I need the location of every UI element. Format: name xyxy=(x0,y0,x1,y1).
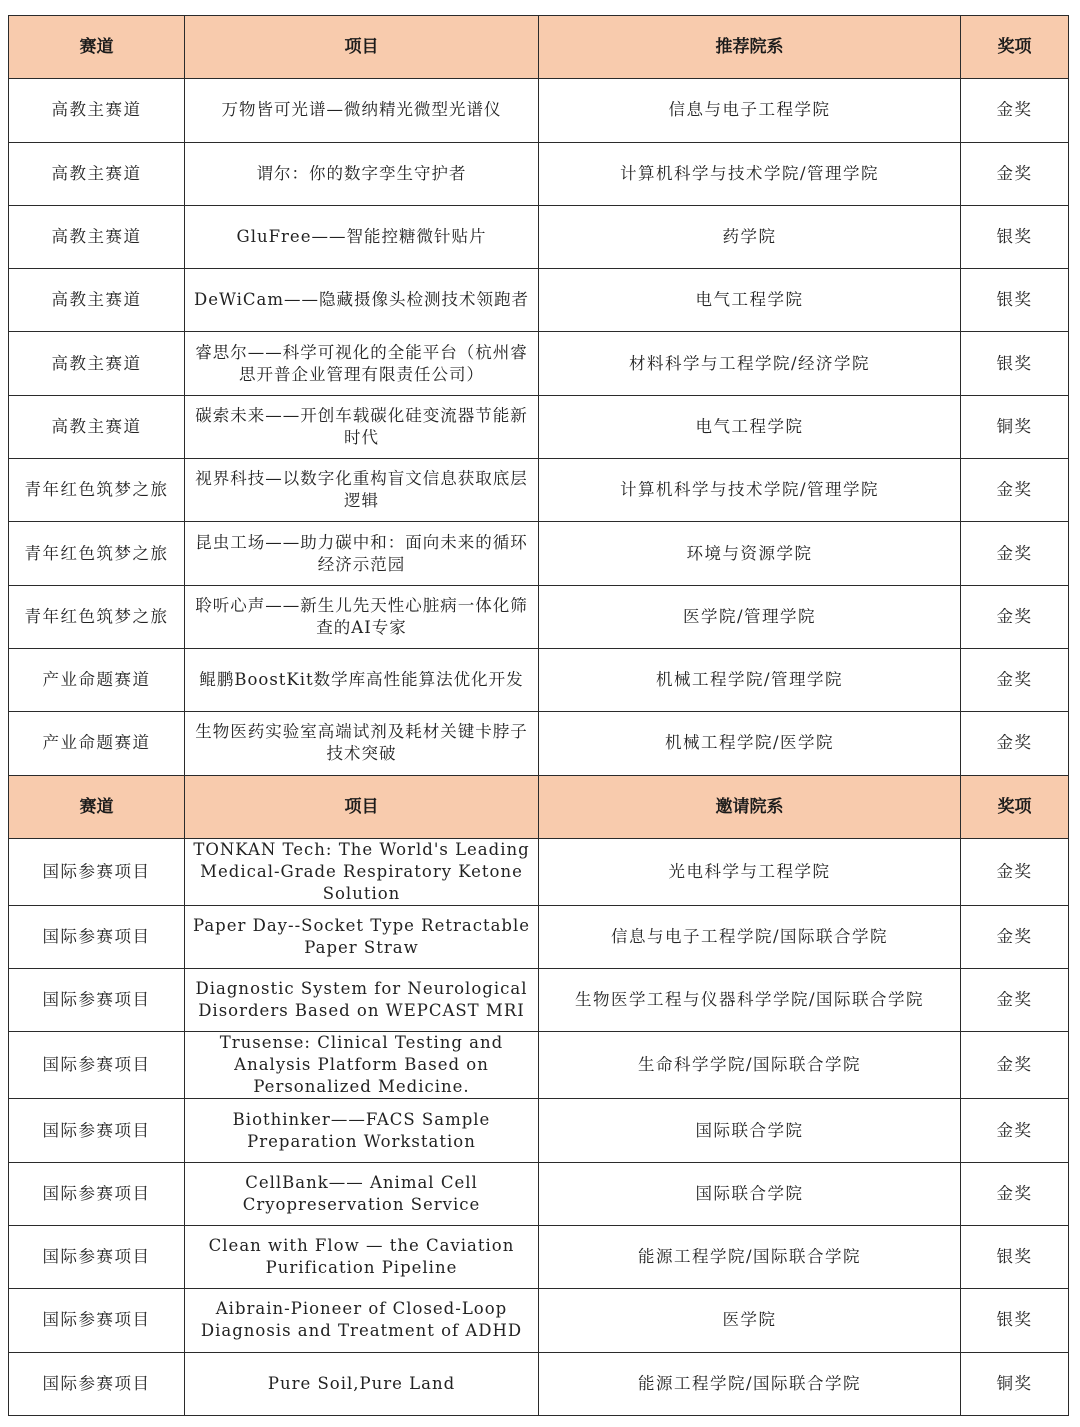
project-cell: 视界科技—以数字化重构盲文信息获取底层逻辑 xyxy=(185,459,539,522)
header-project: 项目 xyxy=(185,16,539,79)
college-cell: 信息与电子工程学院/国际联合学院 xyxy=(539,905,961,968)
award-cell: 金奖 xyxy=(961,1099,1069,1162)
award-cell: 金奖 xyxy=(961,838,1069,905)
table-row xyxy=(9,712,1069,775)
track-cell: 青年红色筑梦之旅 xyxy=(9,585,185,648)
table-row xyxy=(9,142,1069,205)
project-cell: Diagnostic System for Neurological Disorders Based on WEPCAST MRI xyxy=(185,969,539,1032)
track-cell: 国际参赛项目 xyxy=(9,1289,185,1352)
award-cell: 铜奖 xyxy=(961,395,1069,458)
track-cell: 高教主赛道 xyxy=(9,142,185,205)
award-cell: 金奖 xyxy=(961,459,1069,522)
college-cell: 环境与资源学院 xyxy=(539,522,961,585)
award-cell: 银奖 xyxy=(961,269,1069,332)
project-cell: 聆听心声——新生儿先天性心脏病一体化筛查的AI专家 xyxy=(185,585,539,648)
college-cell: 光电科学与工程学院 xyxy=(539,838,961,905)
track-cell: 青年红色筑梦之旅 xyxy=(9,522,185,585)
award-cell: 银奖 xyxy=(961,332,1069,395)
award-cell: 金奖 xyxy=(961,905,1069,968)
project-cell: CellBank—— Animal Cell Cryopreservation Service xyxy=(185,1162,539,1225)
track-cell: 高教主赛道 xyxy=(9,205,185,268)
track-cell: 国际参赛项目 xyxy=(9,1352,185,1415)
award-cell: 银奖 xyxy=(961,1226,1069,1289)
table-row xyxy=(9,1162,1069,1225)
college-cell: 生物医学工程与仪器科学学院/国际联合学院 xyxy=(539,969,961,1032)
project-cell: Trusense: Clinical Testing and Analysis Platform Based on Personalized Medicine. xyxy=(185,1032,539,1099)
track-cell: 国际参赛项目 xyxy=(9,969,185,1032)
track-cell: 国际参赛项目 xyxy=(9,1032,185,1099)
table-row xyxy=(9,1289,1069,1352)
project-cell: TONKAN Tech: The World's Leading Medical-Grade Respiratory Ketone Solution xyxy=(185,838,539,905)
header-project: 项目 xyxy=(185,775,539,838)
college-cell: 机械工程学院/管理学院 xyxy=(539,648,961,711)
header-track: 赛道 xyxy=(9,775,185,838)
project-cell: Clean with Flow — the Caviation Purification Pipeline xyxy=(185,1226,539,1289)
track-cell: 高教主赛道 xyxy=(9,332,185,395)
table-body xyxy=(9,16,1069,1416)
table-row xyxy=(9,79,1069,142)
table-row xyxy=(9,205,1069,268)
award-cell: 金奖 xyxy=(961,648,1069,711)
table-row xyxy=(9,585,1069,648)
award-cell: 金奖 xyxy=(961,585,1069,648)
header-row-domestic xyxy=(9,16,1069,79)
table-row xyxy=(9,395,1069,458)
table-row xyxy=(9,1352,1069,1415)
project-cell: Biothinker——FACS Sample Preparation Workstation xyxy=(185,1099,539,1162)
award-cell: 金奖 xyxy=(961,79,1069,142)
award-cell: 金奖 xyxy=(961,1162,1069,1225)
college-cell: 能源工程学院/国际联合学院 xyxy=(539,1226,961,1289)
track-cell: 青年红色筑梦之旅 xyxy=(9,459,185,522)
project-cell: 碳索未来——开创车载碳化硅变流器节能新时代 xyxy=(185,395,539,458)
college-cell: 医学院 xyxy=(539,1289,961,1352)
track-cell: 国际参赛项目 xyxy=(9,1162,185,1225)
track-cell: 国际参赛项目 xyxy=(9,1226,185,1289)
college-cell: 能源工程学院/国际联合学院 xyxy=(539,1352,961,1415)
table-row xyxy=(9,648,1069,711)
award-cell: 铜奖 xyxy=(961,1352,1069,1415)
project-cell: DeWiCam——隐藏摄像头检测技术领跑者 xyxy=(185,269,539,332)
table-row xyxy=(9,1226,1069,1289)
college-cell: 医学院/管理学院 xyxy=(539,585,961,648)
college-cell: 药学院 xyxy=(539,205,961,268)
table-row xyxy=(9,522,1069,585)
header-award: 奖项 xyxy=(961,16,1069,79)
award-cell: 金奖 xyxy=(961,522,1069,585)
table-row xyxy=(9,1099,1069,1162)
project-cell: 万物皆可光谱—微纳精光微型光谱仪 xyxy=(185,79,539,142)
header-track: 赛道 xyxy=(9,16,185,79)
track-cell: 高教主赛道 xyxy=(9,269,185,332)
college-cell: 信息与电子工程学院 xyxy=(539,79,961,142)
awards-table xyxy=(8,15,1069,1416)
award-cell: 银奖 xyxy=(961,1289,1069,1352)
project-cell: 鲲鹏BoostKit数学库高性能算法优化开发 xyxy=(185,648,539,711)
table-row xyxy=(9,838,1069,905)
college-cell: 国际联合学院 xyxy=(539,1162,961,1225)
project-cell: Pure Soil,Pure Land xyxy=(185,1352,539,1415)
college-cell: 生命科学学院/国际联合学院 xyxy=(539,1032,961,1099)
college-cell: 计算机科学与技术学院/管理学院 xyxy=(539,459,961,522)
project-cell: GluFree——智能控糖微针贴片 xyxy=(185,205,539,268)
table-row xyxy=(9,332,1069,395)
track-cell: 高教主赛道 xyxy=(9,79,185,142)
table-row xyxy=(9,969,1069,1032)
track-cell: 国际参赛项目 xyxy=(9,1099,185,1162)
header-row-international xyxy=(9,775,1069,838)
award-cell: 金奖 xyxy=(961,712,1069,775)
project-cell: 睿思尔——科学可视化的全能平台（杭州睿思开普企业管理有限责任公司） xyxy=(185,332,539,395)
header-college: 推荐院系 xyxy=(539,16,961,79)
table-row xyxy=(9,269,1069,332)
project-cell: Paper Day--Socket Type Retractable Paper Straw xyxy=(185,905,539,968)
project-cell: 昆虫工场——助力碳中和：面向未来的循环经济示范园 xyxy=(185,522,539,585)
college-cell: 国际联合学院 xyxy=(539,1099,961,1162)
table-row xyxy=(9,459,1069,522)
project-cell: 谓尔：你的数字孪生守护者 xyxy=(185,142,539,205)
college-cell: 计算机科学与技术学院/管理学院 xyxy=(539,142,961,205)
track-cell: 国际参赛项目 xyxy=(9,838,185,905)
track-cell: 产业命题赛道 xyxy=(9,712,185,775)
award-cell: 银奖 xyxy=(961,205,1069,268)
award-cell: 金奖 xyxy=(961,1032,1069,1099)
college-cell: 材料科学与工程学院/经济学院 xyxy=(539,332,961,395)
project-cell: 生物医药实验室高端试剂及耗材关键卡脖子技术突破 xyxy=(185,712,539,775)
college-cell: 电气工程学院 xyxy=(539,269,961,332)
header-award: 奖项 xyxy=(961,775,1069,838)
college-cell: 机械工程学院/医学院 xyxy=(539,712,961,775)
project-cell: Aibrain-Pioneer of Closed-Loop Diagnosis and Treatment of ADHD xyxy=(185,1289,539,1352)
table-row xyxy=(9,1032,1069,1099)
college-cell: 电气工程学院 xyxy=(539,395,961,458)
header-college: 邀请院系 xyxy=(539,775,961,838)
track-cell: 高教主赛道 xyxy=(9,395,185,458)
table-row xyxy=(9,905,1069,968)
award-cell: 金奖 xyxy=(961,142,1069,205)
track-cell: 产业命题赛道 xyxy=(9,648,185,711)
track-cell: 国际参赛项目 xyxy=(9,905,185,968)
award-cell: 金奖 xyxy=(961,969,1069,1032)
